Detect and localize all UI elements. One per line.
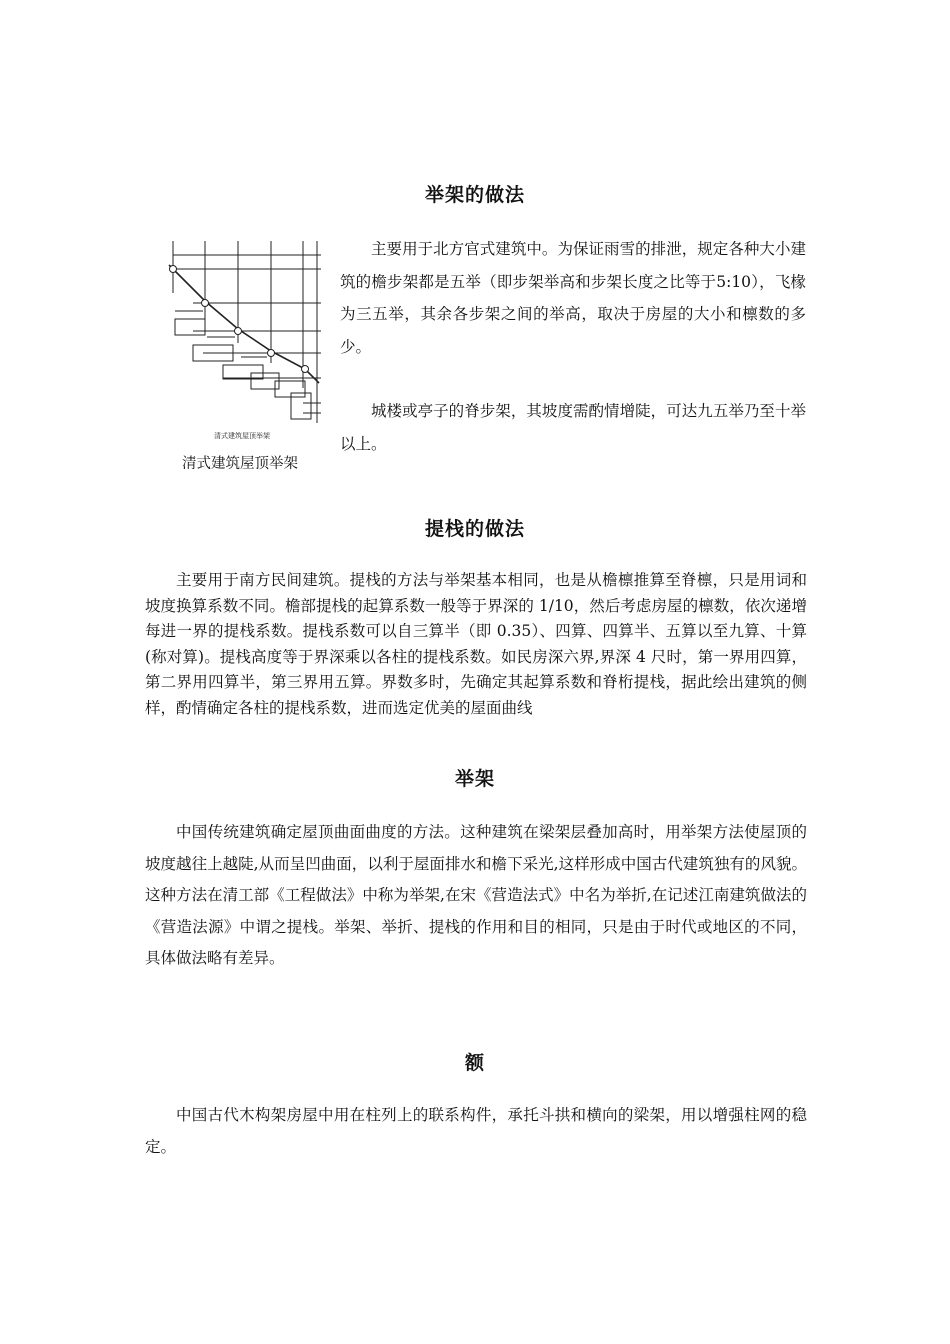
section-title-e: 额 [464,1052,485,1074]
section-title-jujia-method: 举架的做法 [424,184,525,206]
jujia-paragraph: 中国传统建筑确定屋顶曲面曲度的方法。这种建筑在梁架层叠加高时，用举架方法使屋顶的坡度越往上越陡,从而呈凹曲面，以利于屋面排水和檐下采光,这样形成中国古代建筑独有的风貌。这种方法在清工部《工程做法》中称为举架,在宋《营造法式》中名为举折,在记述江南建筑做法的《营造法源》中谓之提栈。举架、举折、提栈的作用和目的相同，只是由于时代或地区的不同，具体做法略有差异。 [145,823,807,967]
roof-truss-figure [163,233,321,448]
section-title-jujia: 举架 [454,768,495,790]
e-paragraph: 中国古代木构架房屋中用在柱列上的联系构件，承托斗拱和横向的梁架，用以增强柱网的稳定。 [145,1106,807,1156]
jujia-method-paragraph-2: 城楼或亭子的脊步架，其坡度需酌情增陡，可达九五举乃至十举以上。 [340,402,806,453]
tizhan-method-paragraph: 主要用于南方民间建筑。提栈的方法与举架基本相同，也是从檐檩推算至脊檩，只是用词和坡度换算系数不同。檐部提栈的起算系数一般等于界深的 1/10，然后考虑房屋的檩数，依次递增每进一界的提栈系数。提栈系数可以自三算半（即 0.35）、四算、四算半、五算以至九算、十算(称对算)。提栈高度等于界深乘以各柱的提栈系数。如民房深六界,界深 4 尺时，第一界用四算，第二界用四算半，第三界用五算。界数多时，先确定其起算系数和脊桁提栈，据此绘出建筑的侧样，酌情确定各柱的提栈系数，进而选定优美的屋面曲线 [145,571,807,717]
section-title-tizhan-method: 提栈的做法 [424,518,525,540]
jujia-method-paragraph-1: 主要用于北方官式建筑中。为保证雨雪的排泄，规定各种大小建筑的檐步架都是五举（即步架举高和步架长度之比等于5:10），飞椽为三五举，其余各步架之间的举高，取决于房屋的大小和檩数的多少。 [340,240,806,356]
roof-truss-diagram [163,233,321,448]
figure-inner-title: 清式建筑屋顶举架 [214,432,270,440]
figure-caption: 清式建筑屋顶举架 [182,456,298,472]
